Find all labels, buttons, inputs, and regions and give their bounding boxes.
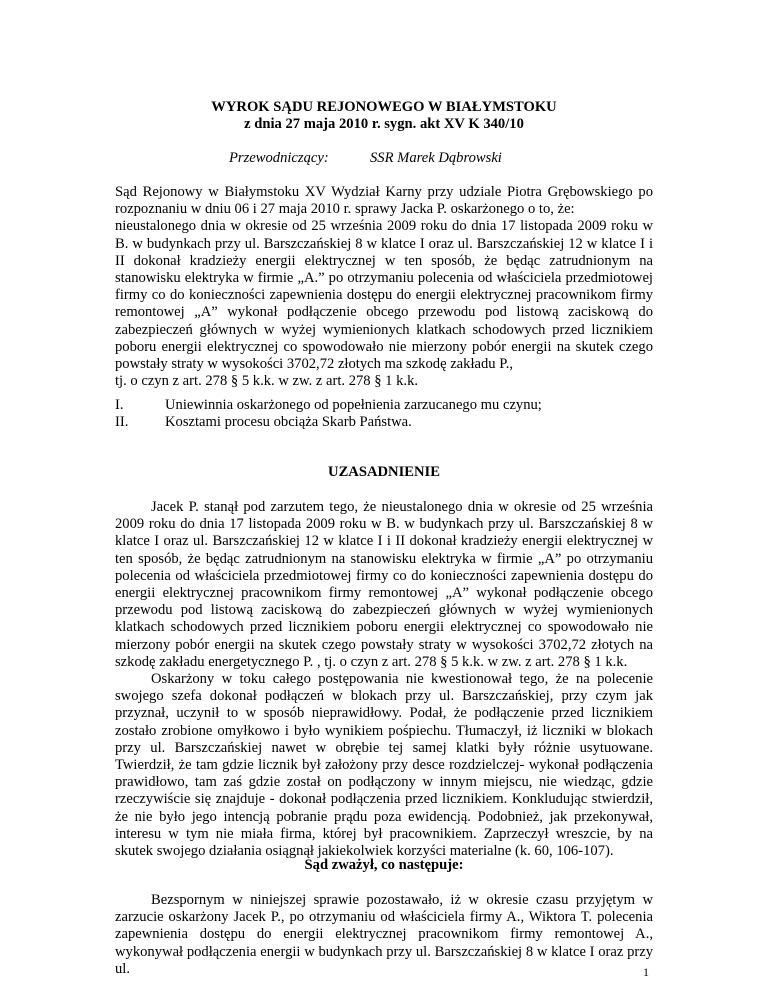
justification-paragraph-1: Jacek P. stanął pod zarzutem tego, że nieustalonego dnia w okresie od 25 września 2009 roku do dnia 17 listopada 2009 roku w B. w budynkach przy ul. Barszczańskiej 8 w klatce I oraz ul. Barszczańskiej 12 w klatce I i II dokonał kradzieży energii elektrycznej w ten sposób, że będąc zatrudnionym na stanowisku elektryka w firmie „A” po otrzymaniu polecenia od właściciela przedmiotowej firmy co do konieczności zapewnienia dostępu do energii elektrycznej pracownikom firmy remontowej „A” wykonał podłączenie obcego przewodu pod listową zaciskową do zabezpieczeń głównych w wyżej wymienionych klatkach schodowych przed licznikiem poboru energii elektrycznej co spowodowało nie mierzony pobór energii na skutek czego powstały straty w wysokości 3702,72 złotych na szkodę zakładu energetycznego P. , tj. o czyn z art. 278 § 5 k.k. w zw. z art. 278 § 1 k.k. xyxy=(115,499,653,670)
heading-court-considerations: Sąd zważył, co następuje: xyxy=(304,857,464,873)
intro-paragraph: Sąd Rejonowy w Białymstoku XV Wydział Karny przy udziale Piotra Grębowskiego po rozpoznaniu w dniu 06 i 27 maja 2010 r. sprawy Jacka P. oskarżonego o to, że: xyxy=(115,184,653,218)
verdict-text: Uniewinnia oskarżonego od popełnienia zarzucanego mu czynu; xyxy=(165,397,542,413)
title-line-2: z dnia 27 maja 2010 r. sygn. akt XV K 340/10 xyxy=(244,116,524,133)
verdict-text: Kosztami procesu obciąża Skarb Państwa. xyxy=(165,414,412,431)
justification-section xyxy=(115,499,653,860)
title-line-1: WYROK SĄDU REJONOWEGO W BIAŁYMSTOKU xyxy=(211,99,557,115)
verdict-list xyxy=(115,397,653,431)
heading-justification: UZASADNIENIE xyxy=(328,464,440,480)
verdict-item xyxy=(115,397,653,414)
document-title xyxy=(115,99,653,133)
verdict-number: I. xyxy=(115,397,124,413)
presiding-name: SSR Marek Dąbrowski xyxy=(370,150,502,166)
intro-section xyxy=(115,184,653,390)
charge-paragraph: nieustalonego dnia w okresie od 25 września 2009 roku do dnia 17 listopada 2009 roku w B. w budynkach przy ul. Barszczańskiej 8 w klatce I oraz ul. Barszczańskiej 12 w klatce I i II dokonał kradzieży energii elektrycznej w ten sposób, że będąc zatrudnionym na stanowisku elektryka w firmie „A.” po otrzymaniu polecenia od właściciela przedmiotowej firmy co do konieczności zapewnienia dostępu do energii elektrycznej pracownikom firmy remontowej „A” wykonał podłączenie obcego przewodu pod listową zaciskową do zabezpieczeń głównych w wyżej wymienionych klatkach schodowych przed licznikiem poboru energii elektrycznej co spowodowało nie mierzony pobór energii na skutek czego powstały straty w wysokości 3702,72 złotych ma szkodę zakładu P., xyxy=(115,218,653,373)
justification-paragraph-2: Oskarżony w toku całego postępowania nie kwestionował tego, że na polecenie swojego szefa dokonał podłączeń w blokach przy ul. Barszczańskiej, przy czym jak przyznał, uczynił to w sposób nieprawidłowy. Podał, że podłączenie przed licznikiem zostało zrobione omyłkowo i było wynikiem pośpiechu. Tłumaczył, iż liczniki w blokach przy ul. Barszczańskiej nawet w obrębie tej samej klatki były różnie usytuowane. Twierdził, że tam gdzie licznik był założony przy desce rozdzielczej- wykonał podłączenia prawidłowo, tam zaś gdzie został on podłączony w innym miejscu, nie wiedząc, gdzie rzeczywiście się znajduje - dokonał podłączenia przed licznikiem. Konkludując stwierdził, że nie było jego intencją pobranie prądu poza ewidencją. Podobnież, jak przekonywał, interesu w tym nie miała firma, której był pracownikiem. Zaprzeczył wreszcie, by na skutek swojego działania osiągnął jakiekolwiek korzyści materialne (k. 60, 106-107). xyxy=(115,671,653,860)
verdict-number: II. xyxy=(115,414,129,431)
verdict-item xyxy=(115,414,653,431)
page-number: 1 xyxy=(643,965,649,979)
document-page xyxy=(115,0,653,994)
court-paragraph-1: Bezspornym w niniejszej sprawie pozostawało, iż w okresie czasu przyjętym w zarzucie oskarżony Jacek P., po otrzymaniu od właściciela firmy A., Wiktora T. polecenia zapewnienia dostępu do energii elektrycznej pracownikom firmy remontowej A., wykonywał podłączenia energii w budynkach przy ul. Barszczańskiej 8 w klatce I oraz przy ul. xyxy=(115,892,653,977)
presiding-label: Przewodniczący: xyxy=(229,150,329,166)
charge-qualification: tj. o czyn z art. 278 § 5 k.k. w zw. z art. 278 § 1 k.k. xyxy=(115,373,419,390)
court-considerations-section xyxy=(115,892,653,978)
